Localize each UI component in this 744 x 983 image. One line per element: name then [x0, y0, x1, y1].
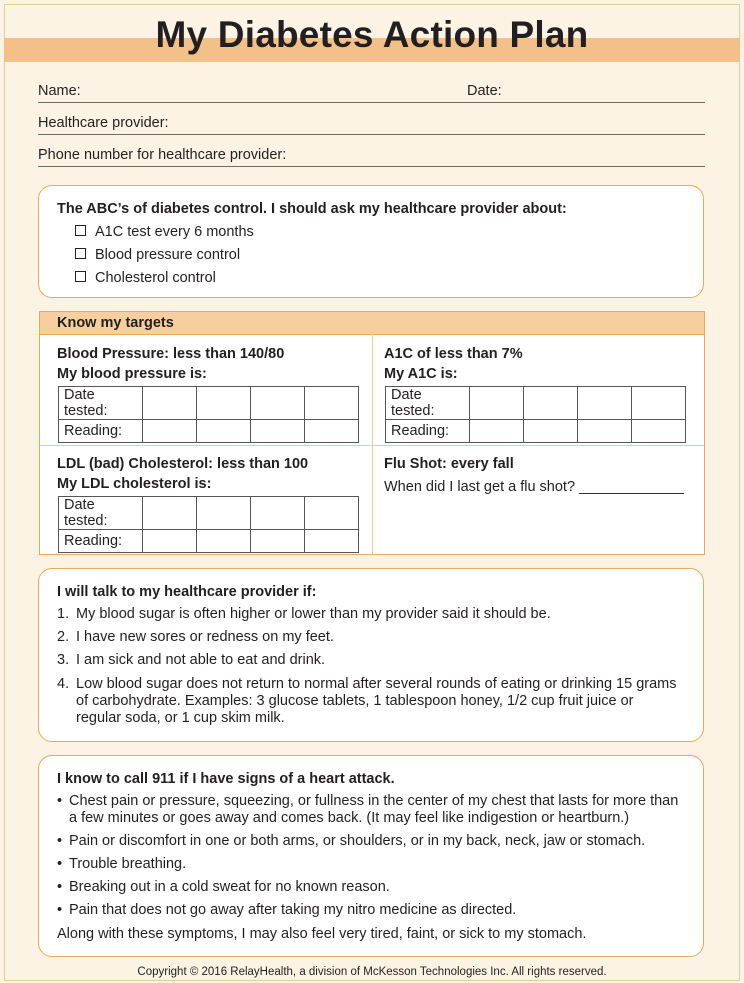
- entry-cell[interactable]: [197, 530, 251, 553]
- list-item-number: 2.: [57, 629, 70, 645]
- ldl-subtitle: My LDL cholesterol is:: [57, 476, 212, 492]
- abc-item: [75, 224, 254, 240]
- list-item-text: Trouble breathing.: [69, 856, 187, 872]
- list-item-text: Pain or discomfort in one or both arms, or shoulders, or in my back, neck, jaw or stomach.: [69, 833, 646, 849]
- entry-cell[interactable]: [143, 497, 197, 530]
- table-row: [59, 387, 359, 420]
- table-row: [59, 530, 359, 553]
- table-row: [59, 420, 359, 443]
- name-label: Name:: [38, 83, 81, 99]
- list-item-number: 1.: [57, 606, 70, 622]
- table-row: [386, 387, 686, 420]
- bp-title: Blood Pressure: less than 140/80: [57, 346, 285, 362]
- name-field[interactable]: [38, 80, 466, 103]
- entry-cell[interactable]: [143, 387, 197, 420]
- row-label: Reading:: [386, 420, 470, 443]
- list-item-text: of carbohydrate. Examples: 3 glucose tablets, 1 tablespoon honey, 1/2 cup fruit juice or: [76, 693, 634, 709]
- copyright-footer: Copyright © 2016 RelayHealth, a division of McKesson Technologies Inc. All rights reserved.: [137, 966, 607, 978]
- a1c-title: A1C of less than 7%: [384, 346, 523, 362]
- list-item-text: I have new sores or redness on my feet.: [76, 629, 334, 645]
- bp-table: [58, 386, 359, 443]
- ldl-table: [58, 496, 359, 553]
- list-item-text: Low blood sugar does not return to normal after several rounds of eating or drinking 15 grams: [76, 676, 677, 692]
- row-label: Date tested:: [59, 387, 143, 420]
- row-label: Reading:: [59, 530, 143, 553]
- talk-heading: I will talk to my healthcare provider if:: [57, 584, 317, 600]
- abc-item-label: Blood pressure control: [95, 247, 241, 263]
- list-item-text: regular soda, or 1 cup skim milk.: [76, 710, 285, 726]
- abc-item-label: A1C test every 6 months: [95, 224, 254, 240]
- entry-cell[interactable]: [197, 387, 251, 420]
- flu-question: When did I last get a flu shot? _____________: [384, 479, 684, 495]
- entry-cell[interactable]: [470, 387, 524, 420]
- abc-item-label: Cholesterol control: [95, 270, 216, 286]
- provider-label: Healthcare provider:: [38, 115, 169, 131]
- a1c-subtitle: My A1C is:: [384, 366, 458, 382]
- entry-cell[interactable]: [197, 497, 251, 530]
- provider-field[interactable]: [38, 112, 705, 135]
- bullet-icon: •: [57, 833, 63, 849]
- heart-closing: Along with these symptoms, I may also feel very tired, faint, or sick to my stomach.: [57, 926, 587, 942]
- a1c-table: [385, 386, 686, 443]
- row-label: Reading:: [59, 420, 143, 443]
- targets-section: [39, 311, 705, 555]
- phone-label: Phone number for healthcare provider:: [38, 147, 287, 163]
- ldl-title: LDL (bad) Cholesterol: less than 100: [57, 456, 309, 472]
- entry-cell[interactable]: [305, 420, 359, 443]
- entry-cell[interactable]: [251, 387, 305, 420]
- divider: [372, 334, 373, 554]
- entry-cell[interactable]: [578, 420, 632, 443]
- abc-item: [75, 247, 240, 263]
- table-row: [59, 497, 359, 530]
- list-item-text: Breaking out in a cold sweat for no known reason.: [69, 879, 390, 895]
- divider: [40, 445, 704, 446]
- list-item-text: Chest pain or pressure, squeezing, or fullness in the center of my chest that lasts for more than: [69, 793, 679, 809]
- row-label: Date tested:: [386, 387, 470, 420]
- entry-cell[interactable]: [305, 387, 359, 420]
- entry-cell[interactable]: [524, 420, 578, 443]
- abc-heading: The ABC’s of diabetes control. I should ask my healthcare provider about:: [57, 201, 567, 217]
- list-item-number: 3.: [57, 652, 70, 668]
- heart-card: [38, 755, 704, 957]
- page-title: My Diabetes Action Plan: [155, 14, 589, 55]
- bp-subtitle: My blood pressure is:: [57, 366, 207, 382]
- row-label: Date tested:: [59, 497, 143, 530]
- list-item-number: 4.: [57, 676, 70, 692]
- bullet-icon: •: [57, 879, 63, 895]
- entry-cell[interactable]: [143, 420, 197, 443]
- entry-cell[interactable]: [470, 420, 524, 443]
- table-row: [386, 420, 686, 443]
- list-item-text: I am sick and not able to eat and drink.: [76, 652, 326, 668]
- checkbox-icon[interactable]: [75, 271, 86, 282]
- abc-card: [38, 185, 704, 298]
- targets-heading: Know my targets: [57, 315, 174, 331]
- list-item-text: a few minutes or goes away and comes back. (It may feel like indigestion or heartburn.): [69, 810, 630, 826]
- checkbox-icon[interactable]: [75, 248, 86, 259]
- date-field[interactable]: [466, 80, 705, 103]
- entry-cell[interactable]: [632, 420, 686, 443]
- heart-heading: I know to call 911 if I have signs of a heart attack.: [57, 771, 395, 787]
- entry-cell[interactable]: [305, 530, 359, 553]
- bullet-icon: •: [57, 793, 63, 809]
- talk-card: [38, 568, 704, 742]
- entry-cell[interactable]: [578, 387, 632, 420]
- checkbox-icon[interactable]: [75, 225, 86, 236]
- phone-field[interactable]: [38, 144, 705, 167]
- date-label: Date:: [467, 83, 502, 99]
- entry-cell[interactable]: [251, 530, 305, 553]
- entry-cell[interactable]: [197, 420, 251, 443]
- bullet-icon: •: [57, 856, 63, 872]
- entry-cell[interactable]: [305, 497, 359, 530]
- list-item-text: My blood sugar is often higher or lower than my provider said it should be.: [76, 606, 551, 622]
- entry-cell[interactable]: [251, 420, 305, 443]
- abc-item: [75, 270, 216, 286]
- entry-cell[interactable]: [524, 387, 578, 420]
- targets-header: [40, 312, 704, 335]
- bullet-icon: •: [57, 902, 63, 918]
- list-item-text: Pain that does not go away after taking my nitro medicine as directed.: [69, 902, 517, 918]
- entry-cell[interactable]: [251, 497, 305, 530]
- flu-title: Flu Shot: every fall: [384, 456, 514, 472]
- entry-cell[interactable]: [143, 530, 197, 553]
- entry-cell[interactable]: [632, 387, 686, 420]
